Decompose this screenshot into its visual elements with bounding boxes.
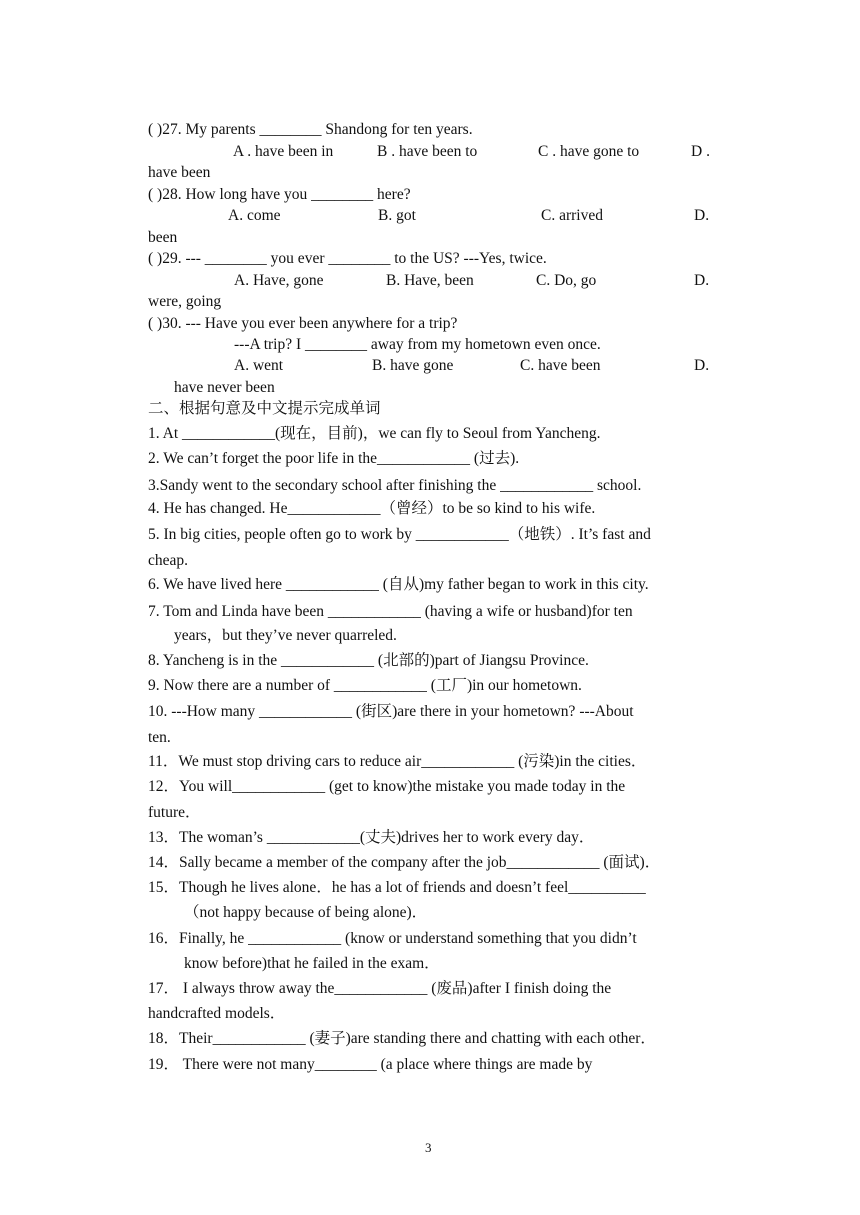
q30-option-d-wrap: have never been [174, 379, 275, 396]
q28-option-d-wrap: been [148, 229, 178, 246]
fill-item-16-cont: know before)that he failed in the exam． [184, 955, 440, 972]
q29-option-d-wrap: were, going [148, 293, 222, 310]
q29-option-b: B. Have, been [386, 272, 474, 289]
fill-item-16: 16．Finally, he ____________ (know or understand something that you didn’t [148, 930, 637, 947]
fill-item-17-cont: handcrafted models． [148, 1005, 286, 1022]
q30-option-a: A. went [234, 357, 284, 374]
fill-item-4: 4. He has changed. He____________（曾经）to be so kind to his wife. [148, 500, 596, 517]
question-30-stem: ( )30. --- Have you ever been anywhere for a trip? [148, 315, 458, 332]
q30-option-d: D. [694, 357, 710, 374]
fill-item-15-cont: （not happy because of being alone)． [184, 904, 428, 921]
q30-option-b: B. have gone [372, 357, 454, 374]
question-30-stem-line2: ---A trip? I ________ away from my hometown even once. [234, 336, 601, 353]
fill-item-10-cont: ten. [148, 729, 171, 746]
fill-item-7-cont: years，but they’ve never quarreled. [174, 627, 397, 644]
q27-option-d: D . [691, 143, 710, 160]
fill-item-12-text: 12．You will____________ (get to know)the mistake you made today in the [148, 778, 626, 795]
q28-option-b: B. got [378, 207, 416, 224]
fill-item-12 [148, 777, 712, 797]
question-29-stem: ( )29. --- ________ you ever ________ to the US? ---Yes, twice. [148, 250, 547, 267]
fill-item-7: 7. Tom and Linda have been ____________ (having a wife or husband)for ten [148, 603, 633, 620]
fill-item-1: 1. At ____________(现在，目前)，we can fly to Seoul from Yancheng. [148, 425, 601, 442]
fill-item-2: 2. We can’t forget the poor life in the____________ (过去). [148, 450, 520, 467]
fill-item-9: 9. Now there are a number of ____________ (工厂)in our hometown. [148, 677, 582, 694]
fill-item-3: 3.Sandy went to the secondary school after finishing the ____________ school. [148, 477, 642, 494]
q29-option-a: A. Have, gone [234, 272, 324, 289]
question-28-stem: ( )28. How long have you ________ here? [148, 186, 411, 203]
q27-option-d-wrap: have been [148, 164, 211, 181]
q29-option-d: D. [694, 272, 710, 289]
fill-item-18: 18．Their____________ (妻子)are standing there and chatting with each other． [148, 1030, 656, 1047]
fill-item-19: 19． There were not many________ (a place where things are made by [148, 1056, 593, 1073]
fill-item-11: 11．We must stop driving cars to reduce air____________ (污染)in the cities． [148, 753, 647, 770]
fill-item-10: 10. ---How many ____________ (街区)are there in your hometown? ---About [148, 703, 634, 720]
fill-item-12-cont: future． [148, 804, 201, 821]
fill-item-8: 8. Yancheng is in the ____________ (北部的)part of Jiangsu Province. [148, 652, 589, 669]
page-number: 3 [425, 1140, 432, 1155]
fill-item-14: 14．Sally became a member of the company after the job____________ (面试)． [148, 854, 661, 871]
fill-item-5: 5. In big cities, people often go to work by ____________（地铁）. It’s fast and [148, 526, 651, 543]
fill-item-17: 17． I always throw away the____________ (废品)after I finish doing the [148, 980, 612, 997]
q28-option-a: A. come [228, 207, 281, 224]
question-27-stem: ( )27. My parents ________ Shandong for ten years. [148, 121, 473, 138]
q27-option-b: B . have been to [377, 143, 478, 160]
fill-item-13: 13．The woman’s ____________(丈夫)drives her to work every day． [148, 829, 595, 846]
q30-option-c: C. have been [520, 357, 601, 374]
q28-option-c: C. arrived [541, 207, 603, 224]
q28-option-d: D. [694, 207, 710, 224]
section-2-title: 二、根据句意及中文提示完成单词 [148, 400, 381, 417]
q27-option-a: A . have been in [233, 143, 334, 160]
q29-option-c: C. Do, go [536, 272, 597, 289]
fill-item-15: 15．Though he lives alone．he has a lot of friends and doesn’t feel__________ [148, 879, 646, 896]
q27-option-c: C . have gone to [538, 143, 640, 160]
fill-item-6: 6. We have lived here ____________ (自从)my father began to work in this city. [148, 576, 649, 593]
fill-item-5-cont: cheap. [148, 552, 189, 569]
